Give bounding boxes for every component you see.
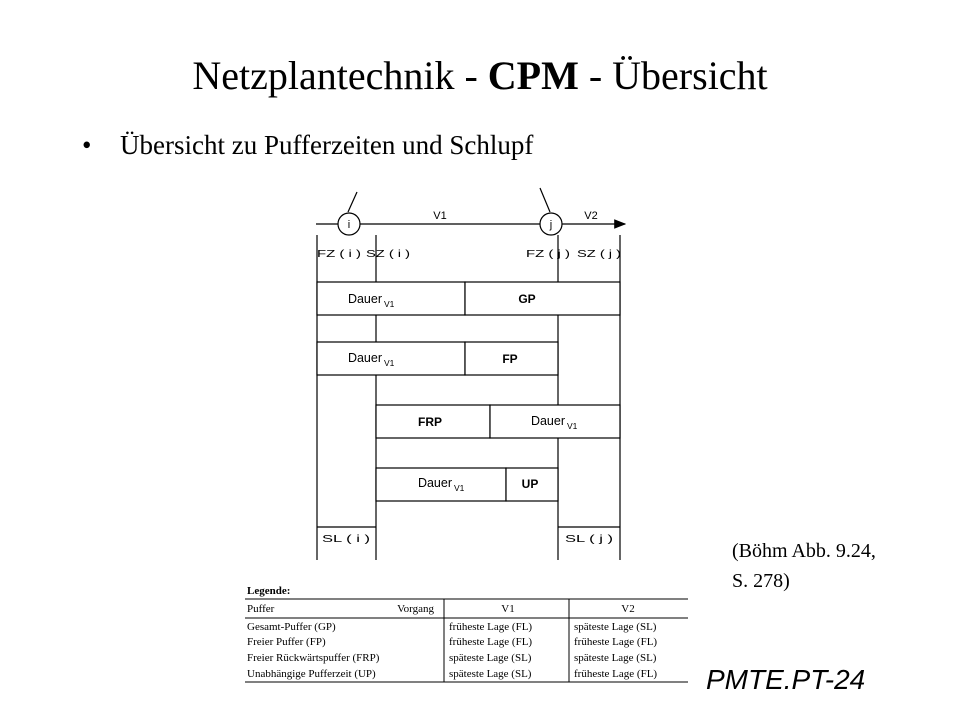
row-frp-dauer-sub: V1 (567, 421, 578, 431)
row-frp-buffer-label: FRP (418, 415, 442, 429)
row-up-buffer-label: UP (521, 477, 539, 491)
row-gp-buffer-label: GP (518, 292, 536, 306)
row-gp-dauer-text: Dauer (347, 292, 382, 306)
legend-row-3-v1: späteste Lage (SL) (449, 652, 532, 664)
row-fp-buffer-label: FP (502, 352, 518, 366)
legend-row-1-v2: späteste Lage (SL) (574, 621, 657, 633)
legend-header-puffer: Puffer (247, 603, 275, 615)
legend-table (245, 585, 688, 682)
source-citation (732, 536, 876, 596)
sl-j-label: SL ( j ) (565, 533, 613, 545)
row-frp (376, 405, 620, 438)
row-fp-dauer-sub: V1 (384, 358, 395, 368)
legend-row-2-v1: früheste Lage (FL) (449, 636, 533, 648)
row-gp-buffer-cell (465, 282, 620, 315)
legend-row-3-v2: späteste Lage (SL) (574, 652, 657, 664)
row-up (376, 468, 558, 501)
legend-header-v2: V2 (621, 603, 635, 615)
legend-title: Legende: (247, 585, 291, 597)
legend-header-v1: V1 (501, 603, 515, 615)
row-fp (317, 342, 558, 375)
sl-i-label: SL ( i ) (322, 533, 370, 545)
slide-footer: PMTE.PT-24 (706, 664, 866, 695)
legend-row (247, 668, 657, 680)
legend-row (247, 621, 657, 633)
stub-line-i (348, 192, 357, 212)
sz-j-label: SZ ( j ) (577, 248, 621, 260)
row-fp-dauer-label (348, 351, 382, 365)
legend-row-1-puffer: Gesamt-Puffer (GP) (247, 621, 336, 633)
row-up-dauer-text: Dauer (417, 476, 452, 490)
legend-row (247, 636, 657, 648)
row-fp-dauer-text: Dauer (347, 351, 382, 365)
stub-line-j (540, 188, 550, 212)
row-frp-dauer-label (531, 414, 565, 428)
fz-i-label: FZ ( i ) (317, 248, 361, 260)
legend-row-4-v2: früheste Lage (FL) (574, 668, 658, 680)
title-prefix: Netzplantechnik - (192, 53, 488, 98)
bullet-text: Übersicht zu Pufferzeiten und Schlupf (120, 130, 534, 160)
activity-v1-label: V1 (433, 210, 447, 222)
bullet-marker: • (82, 130, 92, 160)
row-frp-dauer-text: Dauer (530, 414, 565, 428)
row-gp-dauer-sub: V1 (384, 299, 395, 309)
legend-row (247, 652, 657, 664)
legend-row-3-puffer: Freier Rückwärtspuffer (FRP) (247, 652, 380, 664)
legend-row-4-v1: späteste Lage (SL) (449, 668, 532, 680)
legend-row-2-v2: früheste Lage (FL) (574, 636, 658, 648)
row-gp-dauer-label (348, 292, 382, 306)
source-line-2: S. 278) (732, 570, 790, 592)
fz-j-label: FZ ( j ) (526, 248, 570, 260)
source-line-1: (Böhm Abb. 9.24, (732, 540, 876, 562)
sz-i-label: SZ ( i ) (366, 248, 410, 260)
activity-v2-label: V2 (584, 210, 598, 222)
row-up-dauer-label (418, 476, 452, 490)
title-suffix: - Übersicht (578, 53, 768, 98)
node-i-label: i (347, 219, 351, 231)
row-up-dauer-sub: V1 (454, 483, 465, 493)
legend-header-vorgang: Vorgang (397, 603, 434, 615)
legend-row-4-puffer: Unabhängige Pufferzeit (UP) (247, 668, 376, 680)
legend-row-1-v1: früheste Lage (FL) (449, 621, 533, 633)
node-j-label: j (549, 219, 553, 231)
title-bold: CPM (487, 53, 579, 98)
row-gp (317, 282, 620, 315)
legend-row-2-puffer: Freier Puffer (FP) (247, 636, 326, 648)
